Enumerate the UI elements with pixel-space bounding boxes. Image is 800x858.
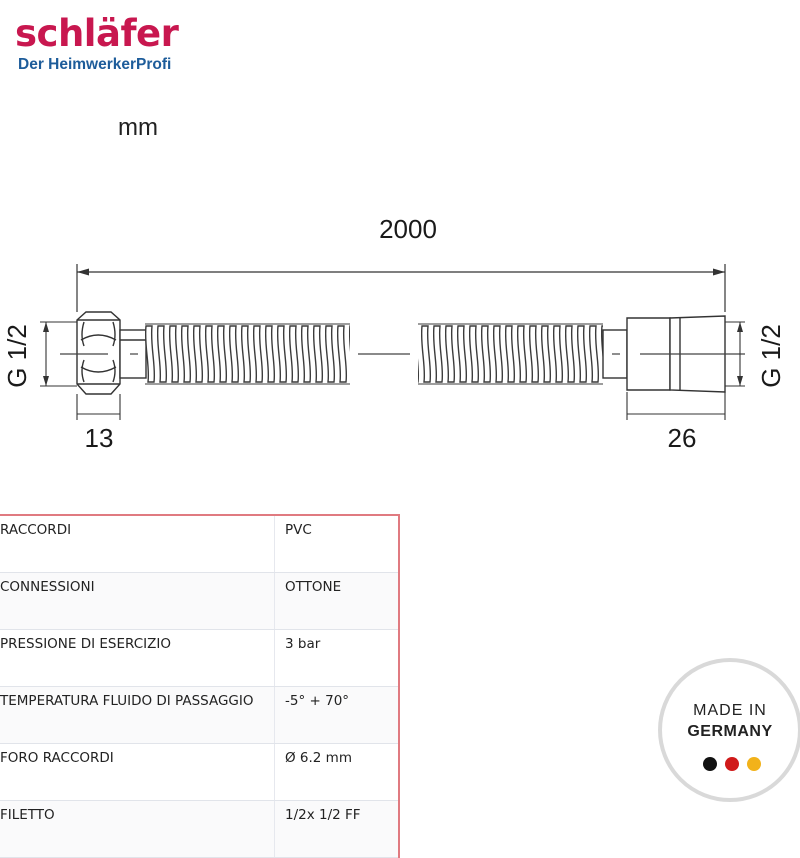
hose-technical-drawing	[0, 200, 800, 460]
spec-value: 1/2x 1/2 FF	[275, 801, 400, 858]
table-row	[0, 630, 399, 687]
spec-label: CONNESSIONI	[0, 573, 275, 630]
brand-name: schläfer	[15, 12, 179, 55]
spec-value: Ø 6.2 mm	[275, 744, 400, 801]
overall-length-label: 2000	[379, 214, 437, 244]
table-row	[0, 801, 399, 858]
spec-label: PRESSIONE DI ESERCIZIO	[0, 630, 275, 687]
spec-label: RACCORDI	[0, 515, 275, 573]
right-fitting-length-dimension	[627, 392, 725, 453]
flag-dot-red	[725, 757, 739, 771]
spec-label: TEMPERATURA FLUIDO DI PASSAGGIO	[0, 687, 275, 744]
left-hex-nut	[77, 312, 146, 394]
brand-tagline: Der HeimwerkerProfi	[18, 56, 172, 73]
right-fitting-length-label: 26	[667, 423, 697, 453]
overall-length-dimension	[77, 214, 725, 312]
left-thread-dimension	[2, 322, 77, 388]
table-row	[0, 573, 399, 630]
spec-value: 3 bar	[275, 630, 400, 687]
spec-value: PVC	[275, 515, 400, 573]
hose-left-segment	[145, 324, 350, 384]
spec-label: FILETTO	[0, 801, 275, 858]
left-nut-width-label: 13	[84, 423, 114, 453]
hose-right-segment	[418, 324, 603, 384]
spec-value: -5° + 70°	[275, 687, 400, 744]
badge-line1: MADE IN	[693, 702, 767, 719]
unit-label: mm	[118, 114, 158, 141]
badge-line2: GERMANY	[687, 723, 773, 740]
specifications-table	[0, 514, 400, 858]
brand-logo	[15, 10, 178, 74]
table-row	[0, 687, 399, 744]
spec-label: FORO RACCORDI	[0, 744, 275, 801]
spec-value: OTTONE	[275, 573, 400, 630]
left-thread-label: G 1/2	[2, 324, 32, 388]
right-thread-dimension	[725, 322, 786, 388]
made-in-germany-badge	[658, 658, 800, 802]
right-thread-label: G 1/2	[756, 324, 786, 388]
left-nut-width-dimension	[77, 394, 120, 453]
flag-dot-gold	[747, 757, 761, 771]
table-row	[0, 744, 399, 801]
flag-dot-black	[703, 757, 717, 771]
table-row	[0, 515, 399, 573]
